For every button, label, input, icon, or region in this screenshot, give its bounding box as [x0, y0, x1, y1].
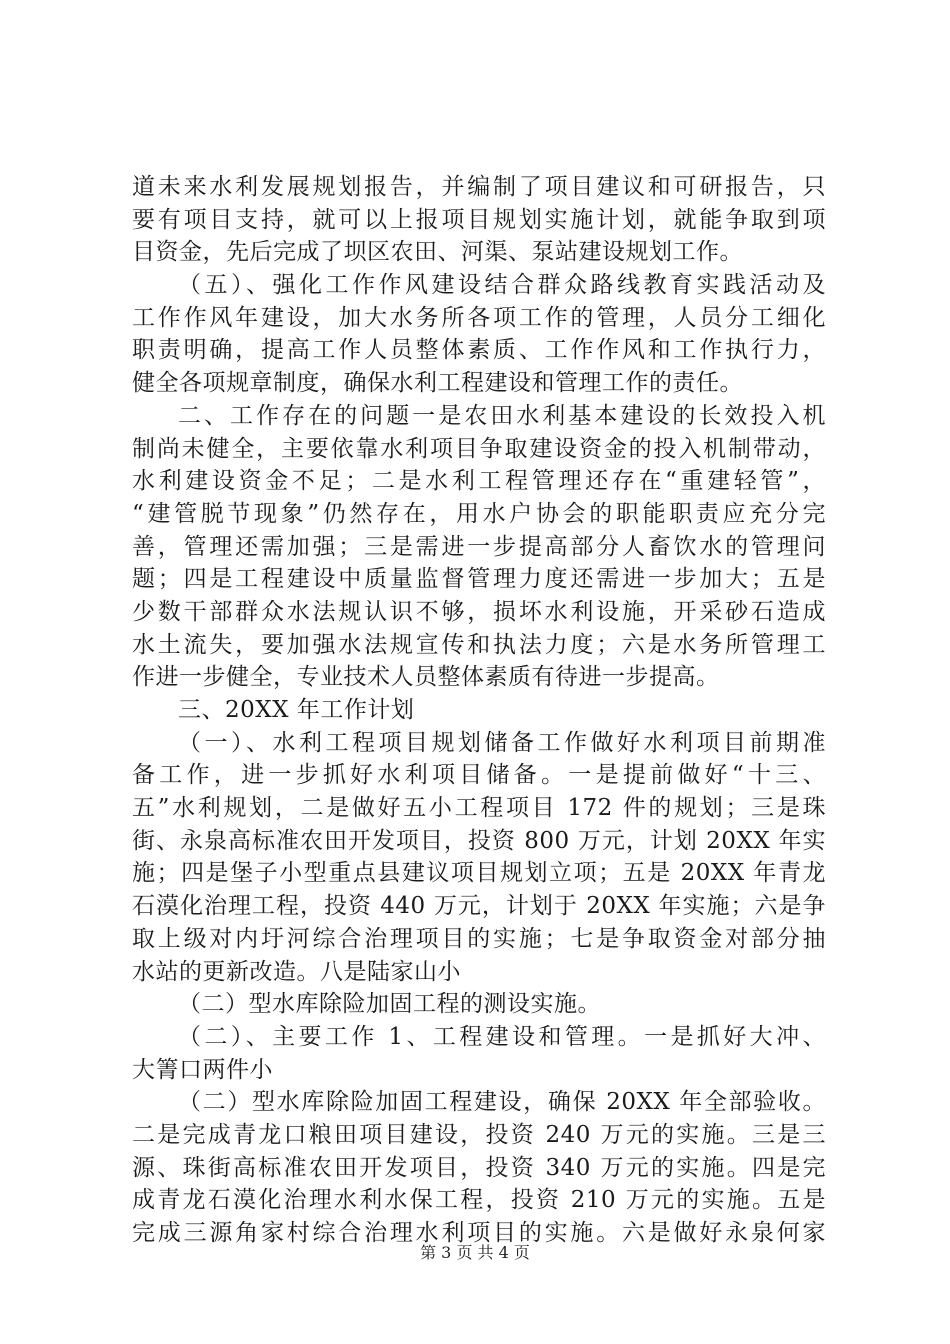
text-line: 成青龙石漠化治理水利水保工程，投资 210 万元的实施。五是	[132, 1187, 826, 1214]
text-line: 少数干部群众水法规认识不够，损坏水利设施，开采砂石造成	[132, 598, 826, 625]
text-line: 目资金，先后完成了坝区农田、河渠、泵站建设规划工作。	[132, 239, 743, 266]
text-line: 施；四是堡子小型重点县建议项目规划立项；五是 20XX 年青龙	[132, 860, 826, 887]
text-line: “建管脱节现象”仍然存在，用水户协会的职能职责应充分完	[132, 500, 826, 527]
text-line: 制尚未健全，主要依靠水利项目争取建设资金的投入机制带动，	[132, 435, 826, 462]
text-line: 题；四是工程建设中质量监督管理力度还需进一步加大；五是	[132, 566, 826, 593]
text-line: （五）、强化工作作风建设结合群众路线教育实践活动及	[178, 272, 826, 299]
page-footer: 第 3 页 共 4 页	[420, 1243, 530, 1262]
text-line: 道未来水利发展规划报告，并编制了项目建议和可研报告，只	[132, 174, 826, 200]
text-line: 完成三源角家村综合治理水利项目的实施。六是做好永泉何家	[132, 1220, 826, 1246]
text-line: （二）、主要工作 1、工程建设和管理。一是抓好大冲、	[178, 1023, 826, 1050]
text-line: 工作作风年建设，加大水务所各项工作的管理，人员分工细化	[132, 304, 826, 331]
text-line: 三、20XX 年工作计划	[178, 697, 415, 723]
text-line: 作进一步健全，专业技术人员整体素质有待进一步提高。	[132, 664, 720, 691]
text-line: 取上级对内圩河综合治理项目的实施；七是争取资金对部分抽	[132, 925, 826, 952]
text-line: 健全各项规章制度，确保水利工程建设和管理工作的责任。	[132, 370, 743, 397]
text-line: 二、工作存在的问题一是农田水利基本建设的长效投入机	[178, 402, 826, 429]
text-line: 二是完成青龙口粮田项目建设，投资 240 万元的实施。三是三	[132, 1121, 826, 1148]
document-body	[132, 171, 826, 1250]
text-line: 备工作，进一步抓好水利项目储备。一是提前做好“十三、	[132, 762, 826, 789]
text-line: 水土流失，要加强水法规宣传和执法力度；六是水务所管理工	[132, 631, 826, 658]
text-line: （二）型水库除险加固工程建设，确保 20XX 年全部验收。	[178, 1089, 826, 1116]
text-line: 善，管理还需加强；三是需进一步提高部分人畜饮水的管理问	[132, 533, 826, 560]
text-line: （二）型水库除险加固工程的测设实施。	[178, 991, 601, 1018]
text-line: 石漠化治理工程，投资 440 万元，计划于 20XX 年实施；六是争	[132, 893, 826, 920]
text-line: 要有项目支持，就可以上报项目规划实施计划，就能争取到项	[132, 206, 826, 233]
text-line: （一）、水利工程项目规划储备工作做好水利项目前期准	[178, 729, 826, 756]
text-line: 水站的更新改造。八是陆家山小	[132, 958, 461, 985]
text-line: 职责明确，提高工作人员整体素质、工作作风和工作执行力，	[132, 337, 826, 364]
text-line: 大箐口两件小	[132, 1056, 273, 1083]
text-line: 水利建设资金不足；二是水利工程管理还存在“重建轻管”，	[132, 468, 826, 495]
text-line: 源、珠街高标准农田开发项目，投资 340 万元的实施。四是完	[132, 1154, 826, 1181]
text-line: 街、永泉高标准农田开发项目，投资 800 万元，计划 20XX 年实	[132, 827, 826, 854]
text-line: 五”水利规划，二是做好五小工程项目 172 件的规划；三是珠	[132, 795, 826, 822]
